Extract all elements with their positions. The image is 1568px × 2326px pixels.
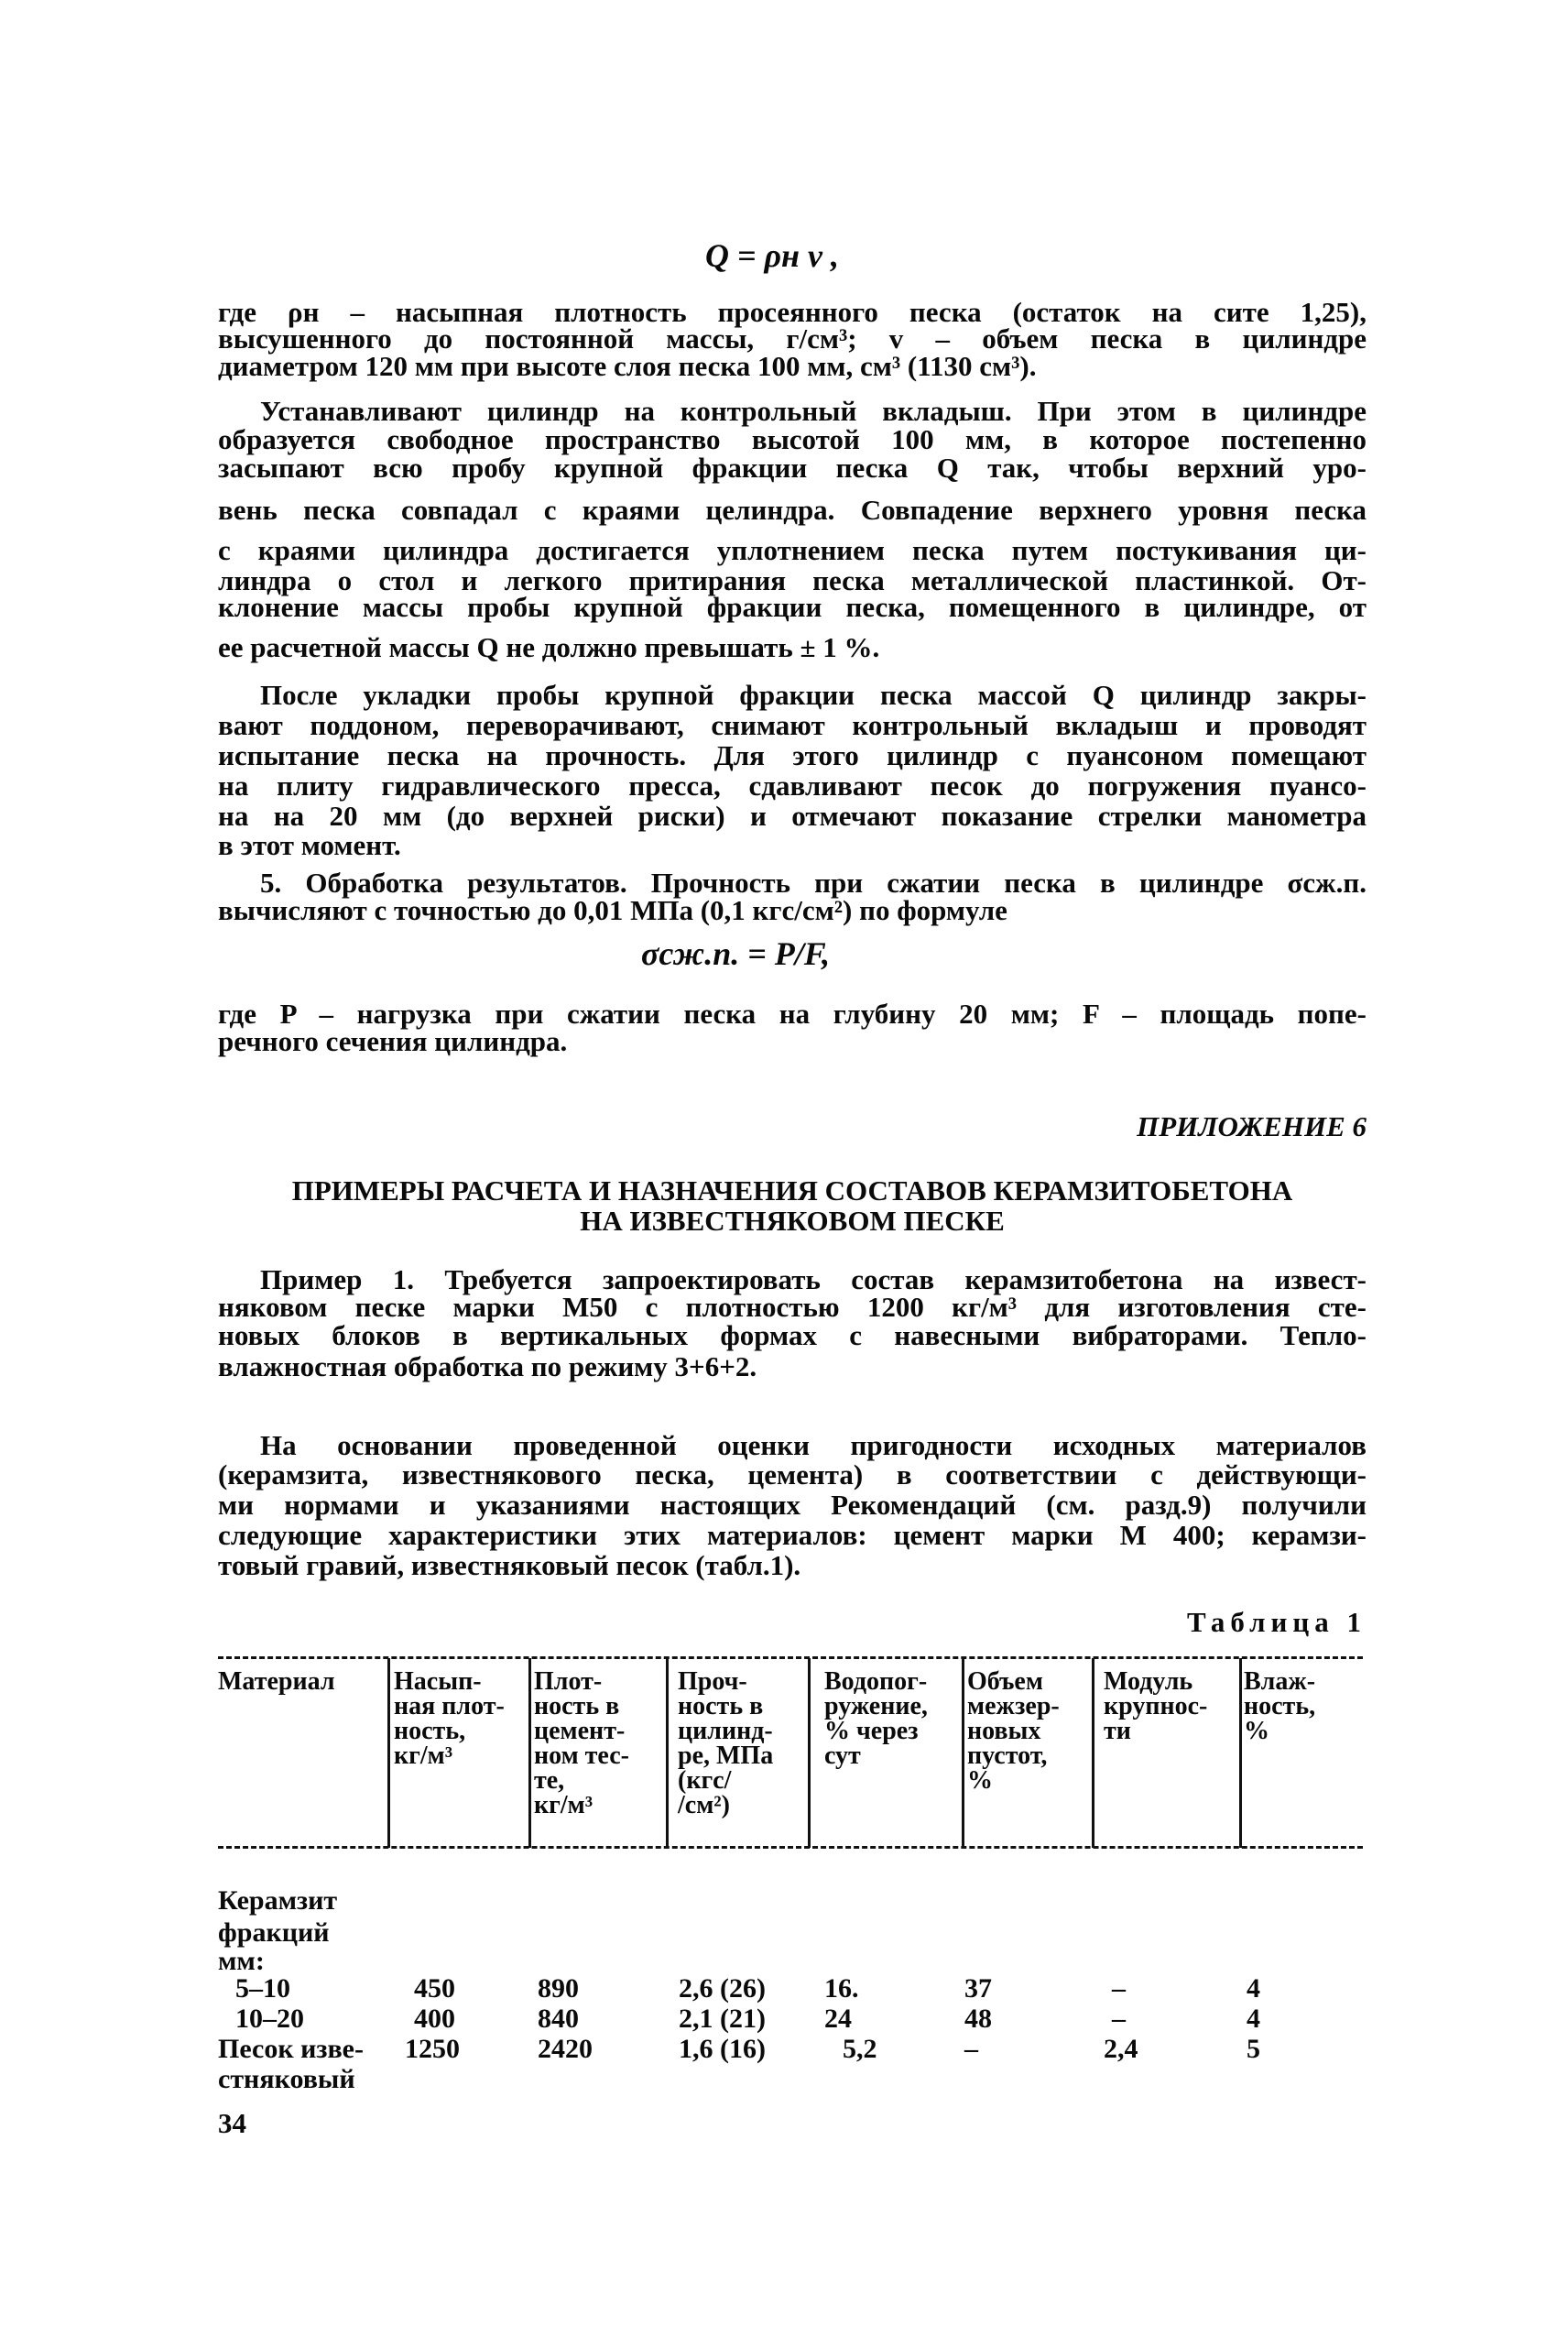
table-cell: 2,1 (21) xyxy=(679,2004,766,2034)
page-number: 34 xyxy=(218,2107,246,2139)
text-line: (керамзита, известнякового песка, цемента) в соответствии с действующи- xyxy=(218,1458,1367,1491)
column-divider xyxy=(1092,1658,1094,1848)
column-divider xyxy=(528,1658,531,1848)
text-line: в этот момент. xyxy=(218,829,401,861)
table-header-cell: Материал xyxy=(218,1667,335,1696)
text-line: на на 20 мм (до верхней риски) и отмечают показание стрелки манометра xyxy=(218,800,1367,832)
table-cell: 5,2 xyxy=(843,2034,877,2064)
text-line: линдра о стол и легкого притирания песка металлической пластинкой. От- xyxy=(218,564,1367,596)
table-cell: – xyxy=(964,2034,978,2064)
table-cell: 2,4 xyxy=(1104,2034,1138,2064)
column-divider xyxy=(387,1658,390,1848)
table-cell: 5 xyxy=(1247,2034,1260,2064)
text-line: образуется свободное пространство высотой 100 мм, в которое постепенно xyxy=(218,423,1367,455)
text-line: няковом песке марки М50 с плотностью 1200 кг/м³ для изготовления сте- xyxy=(218,1291,1367,1323)
table-cell: Песок изве- xyxy=(218,2034,364,2064)
text-line: 5. Обработка результатов. Прочность при сжатии песка в цилиндре σсж.п. xyxy=(260,867,1367,899)
table-header-cell: Плот- ность в цемент- ном тес- те, кг/м³ xyxy=(534,1667,629,1819)
table-group-label: Керамзит xyxy=(218,1885,338,1916)
table-cell: 1,6 (16) xyxy=(679,2034,766,2064)
table-cell: 5–10 xyxy=(235,1973,290,2004)
table-cell: 4 xyxy=(1247,2004,1260,2034)
text-line: засыпают всю пробу крупной фракции песка Q так, чтобы верхний уро- xyxy=(218,452,1367,484)
text-line: Пример 1. Требуется запроектировать состав керамзитобетона на извест- xyxy=(260,1263,1367,1295)
formula-q: Q = ρн v , xyxy=(705,237,840,274)
table-caption: Таблица 1 xyxy=(1187,1606,1367,1638)
section-title: НА ИЗВЕСТНЯКОВОМ ПЕСКЕ xyxy=(580,1205,1005,1237)
table-cell: – xyxy=(1112,1973,1126,2004)
table-header-cell: Проч- ность в цилинд- ре, МПа (кгс/ /см²) xyxy=(678,1667,774,1819)
text-line: вают поддоном, переворачивают, снимают контрольный вкладыш и проводят xyxy=(218,709,1367,741)
text-line: Устанавливают цилиндр на контрольный вкладыш. При этом в цилиндре xyxy=(260,395,1367,427)
table-cell: 840 xyxy=(538,2004,579,2034)
text-line: ми нормами и указаниями настоящих Рекомендаций (см. разд.9) получили xyxy=(218,1489,1367,1521)
table-group-label: фракций xyxy=(218,1917,330,1948)
column-divider xyxy=(1239,1658,1242,1848)
text-line: диаметром 120 мм при высоте слоя песка 100 мм, см³ (1130 см³). xyxy=(218,350,1037,382)
text-line: на плиту гидравлического пресса, сдавливают песок до погружения пуансо- xyxy=(218,770,1367,802)
table-cell: 1250 xyxy=(405,2034,460,2064)
column-divider xyxy=(808,1658,811,1848)
table-header-cell: Модуль крупнос- ти xyxy=(1104,1667,1208,1745)
table-cell: 37 xyxy=(964,1973,992,2004)
text-line: речного сечения цилиндра. xyxy=(218,1025,568,1057)
text-line: вень песка совпадал с краями целиндра. Совпадение верхнего уровня песка xyxy=(218,494,1367,526)
table-cell: 48 xyxy=(964,2004,992,2034)
table-cell: 10–20 xyxy=(235,2004,304,2034)
text-line: товый гравий, известняковый песок (табл.1). xyxy=(218,1549,801,1581)
table-header-cell: Насып- ная плот- ность, кг/м³ xyxy=(394,1667,505,1770)
table-cell: 2420 xyxy=(538,2034,593,2064)
text-line: где ρн – насыпная плотность просеянного песка (остаток на сите 1,25), xyxy=(218,296,1367,328)
table-header-cell: Водопог- ружение, % через сут xyxy=(824,1667,928,1770)
text-line: На основании проведенной оценки пригодности исходных материалов xyxy=(260,1429,1367,1461)
table-cell: – xyxy=(1112,2004,1126,2034)
text-line: вычисляют с точностью до 0,01 МПа (0,1 кгс/см²) по формуле xyxy=(218,894,1007,926)
table-cell: 890 xyxy=(538,1973,579,2004)
text-line: ее расчетной массы Q не должно превышать ± 1 %. xyxy=(218,631,880,663)
formula-sigma: σсж.п. = P/F, xyxy=(641,935,831,972)
text-line: клонение массы пробы крупной фракции песка, помещенного в цилиндре, от xyxy=(218,591,1367,623)
text-line: влажностная обработка по режиму 3+6+2. xyxy=(218,1350,757,1382)
text-line: испытание песка на прочность. Для этого цилиндр с пуансоном помещают xyxy=(218,739,1367,771)
section-title: ПРИМЕРЫ РАСЧЕТА И НАЗНАЧЕНИЯ СОСТАВОВ КЕРАМЗИТОБЕТОНА xyxy=(291,1174,1293,1207)
text-line: где P – нагрузка при сжатии песка на глубину 20 мм; F – площадь попе- xyxy=(218,998,1367,1030)
table-cell: 4 xyxy=(1247,1973,1260,2004)
text-line: высушенного до постоянной массы, г/см³; v – объем песка в цилиндре xyxy=(218,322,1367,355)
text-line: новых блоков в вертикальных формах с навесными вибраторами. Тепло- xyxy=(218,1319,1367,1351)
text-line: с краями цилиндра достигается уплотнением песка путем постукивания ци- xyxy=(218,534,1367,566)
column-divider xyxy=(666,1658,669,1848)
column-divider xyxy=(962,1658,964,1848)
table-cell: 450 xyxy=(414,1973,455,2004)
text-line: После укладки пробы крупной фракции песка массой Q цилиндр закры- xyxy=(260,679,1367,711)
table-cell: 400 xyxy=(414,2004,455,2034)
text-line: следующие характеристики этих материалов: цемент марки М 400; керамзи- xyxy=(218,1519,1367,1551)
appendix-label: ПРИЛОЖЕНИЕ 6 xyxy=(1137,1110,1367,1142)
table-header-cell: Влаж- ность, % xyxy=(1244,1667,1316,1745)
table-cell: 24 xyxy=(824,2004,852,2034)
table-cell: стняковый xyxy=(218,2064,355,2094)
table-group-label: мм: xyxy=(218,1946,265,1976)
table-cell: 16. xyxy=(824,1973,859,2004)
table-header-cell: Объем межзер- новых пустот, % xyxy=(967,1667,1060,1795)
table-cell: 2,6 (26) xyxy=(679,1973,766,2004)
